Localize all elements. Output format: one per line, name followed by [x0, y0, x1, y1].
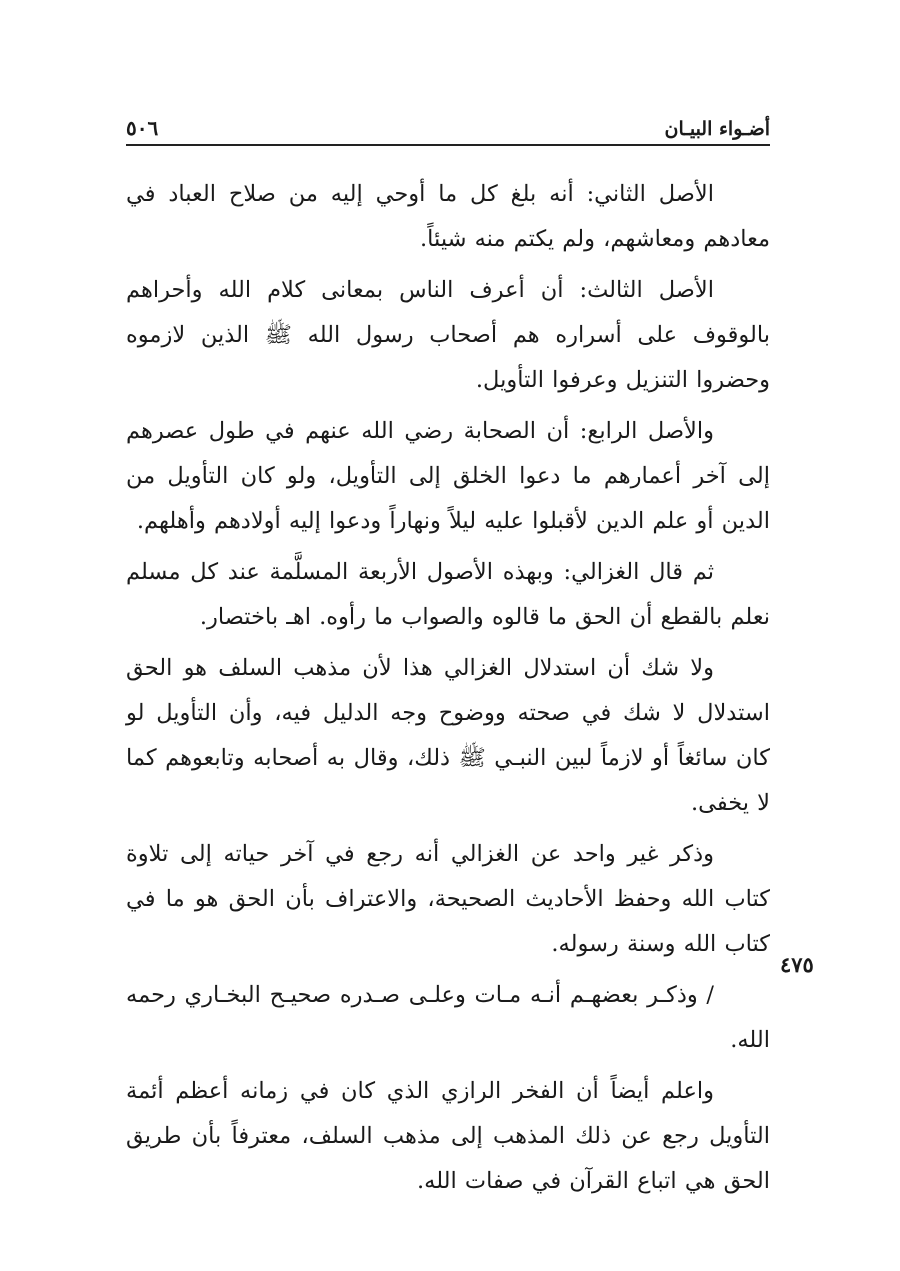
paragraph: / وذكـر بعضهـم أنـه مـات وعلـى صـدره صحيـح البخـاري رحمه الله. [126, 982, 770, 1053]
margin-page-reference: ٤٧٥ [780, 952, 814, 977]
paragraph: والأصل الرابع: أن الصحابة رضي الله عنهم في طول عصرهم إلى آخر أعمارهم ما دعوا الخلق إلى التأويل، ولو كان التأويل من الدين أو علم الدين لأقبلوا عليه ليلاً ونهاراً ودعوا إليه أولادهم وأهلهم. [126, 418, 770, 534]
paragraph: ولا شك أن استدلال الغزالي هذا لأن مذهب السلف هو الحق استدلال لا شك في صحته ووضوح وجه الدليل فيه، وأن التأويل لو كان سائغاً أو لازماً لبين النبـي ﷺ ذلك، وقال به أصحابه وتابعوهم كما لا يخفى. [126, 655, 770, 816]
paragraph: واعلم أيضاً أن الفخر الرازي الذي كان في زمانه أعظم أئمة التأويل رجع عن ذلك المذهب إلى مذهب السلف، معترفاً بأن طريق الحق هي اتباع القرآن في صفات الله. [126, 1078, 770, 1194]
body-text [126, 172, 770, 1210]
page-header [126, 112, 770, 146]
page-number: ٥٠٦ [126, 116, 159, 140]
paragraph: ثم قال الغزالي: وبهذه الأصول الأربعة المسلَّمة عند كل مسلم نعلم بالقطع أن الحق ما قالوه والصواب ما رأوه. اهـ باختصار. [126, 559, 770, 630]
paragraph: وذكر غير واحد عن الغزالي أنه رجع في آخر حياته إلى تلاوة كتاب الله وحفظ الأحاديث الصحيحة، والاعتراف بأن الحق هو ما في كتاب الله وسنة رسوله. [126, 841, 770, 957]
running-title: أضـواء البيـان [664, 118, 770, 140]
paragraph: الأصل الثالث: أن أعرف الناس بمعانى كلام الله وأحراهم بالوقوف على أسراره هم أصحاب رسول الله ﷺ الذين لازموه وحضروا التنزيل وعرفوا التأويل. [126, 277, 770, 393]
paragraph: الأصل الثاني: أنه بلغ كل ما أوحي إليه من صلاح العباد في معادهم ومعاشهم، ولم يكتم منه شيئاً. [126, 181, 770, 252]
